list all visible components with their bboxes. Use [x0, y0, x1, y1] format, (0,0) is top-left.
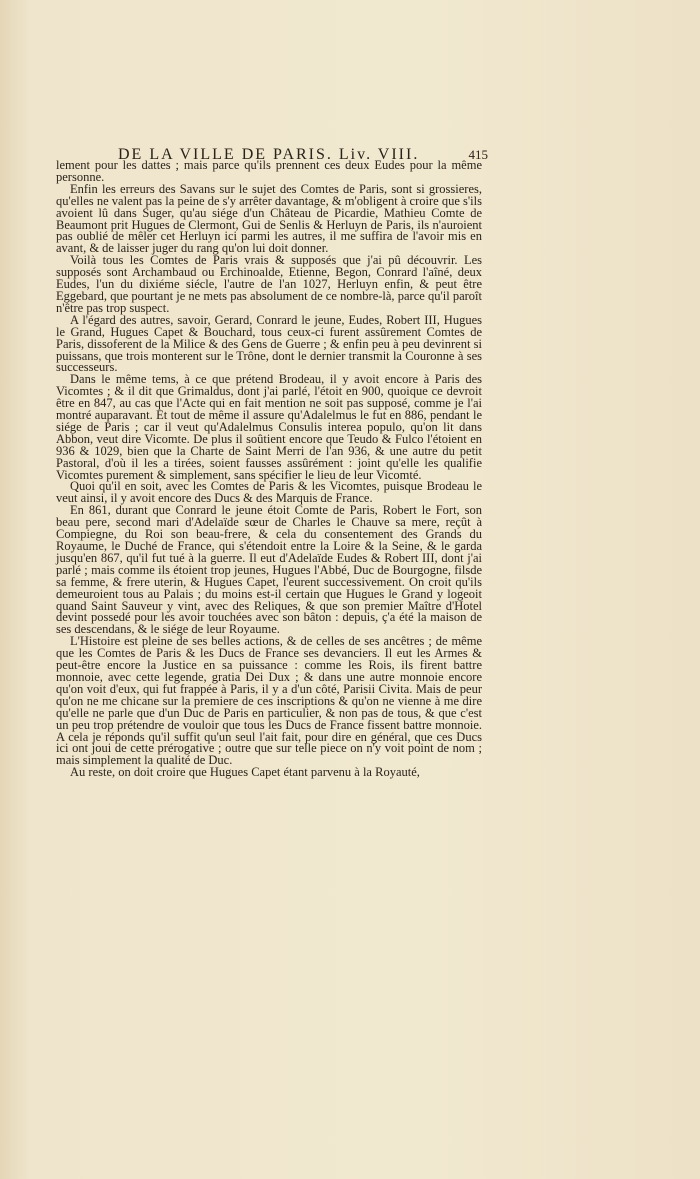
paragraph: Dans le même tems, à ce que prétend Brodeau, il y avoit encore à Paris des Vicomtes ; & il dit que Grimaldus, dont j'ai parlé, l'étoit en 900, quoique ce devroit être en 847, au cas que l'Acte qui en fait mention ne soit pas supposé, comme je l'ai montré auparavant. Et tout de même il assure qu'Adalelmus le fut en 886, pendant le siége de Paris ; car il veut qu'Adalelmus Consulis interea populo, qu'on lit dans Abbon, veut dire Vicomte. De plus il soûtient encore que Teudo & Fulco l'étoient en 936 & 1029, bien que la Charte de Saint Merri de l'an 936, & une autre du petit Pastoral, d'où il les a tirées, soient fausses assûrément : joint qu'elle les qualifie Vicomtes purement & simplement, sans spécifier le lieu de leur Vicomté. [56, 372, 482, 482]
paragraph: L'Histoire est pleine de ses belles actions, & de celles de ses ancêtres ; de même que les Comtes de Paris & les Ducs de France ses devanciers. Il eut les Armes & peut-être encore la Justice en sa puissance : comme les Rois, ils firent battre monnoie, avec cette legende, gratia Dei Dux ; & dans une autre monnoie encore qu'on voit d'eux, qui fut frappée à Paris, il y a d'un côté, Parisii Civita. Mais de peur qu'on ne me chicane sur la premiere de ces inscriptions & qu'on ne vienne à me dire qu'elle ne parle que d'un Duc de Paris en particulier, & non pas de tous, & que c'est un peu trop prétendre de vouloir que tous les Ducs de France fissent battre monnoie. A cela je réponds qu'il suffit qu'un seul l'ait fait, pour dire en général, que ces Ducs ici ont joui de cette prérogative ; outre que sur telle piece on n'y voit point de nom ; mais simplement la qualité de Duc. [56, 634, 482, 768]
paragraph: A l'égard des autres, savoir, Gerard, Conrard le jeune, Eudes, Robert III, Hugues le Grand, Hugues Capet & Bouchard, tous ceux-ci furent assûrement Comtes de Paris, dissoferent de la Milice & des Gens de Guerre ; & enfin peu à peu devinrent si puissans, que trois monterent sur le Trône, dont le dernier transmit la Couronne à ses successeurs. [56, 312, 482, 375]
paragraph: En 861, durant que Conrard le jeune étoit Comte de Paris, Robert le Fort, son beau pere, second mari d'Adelaïde sœur de Charles le Chauve sa mere, reçût à Compiegne, du Roi son beau-frere, & cela du consentement des Grands du Royaume, le Duché de France, qui s'étendoit entre la Loire & la Seine, & le garda jusqu'en 867, qu'il fut tué à la guerre. Il eut d'Adelaïde Eudes & Robert III, dont j'ai parlé ; mais comme ils étoient trop jeunes, Hugues l'Abbé, Duc de Bourgogne, filsde sa femme, & frere uterin, & Hugues Capet, l'eurent successivement. On croit qu'ils demeuroient tous au Palais ; du moins est-il certain que Hugues le Grand y logeoit quand Saint Sauveur y vint, avec des Reliques, & que son premier Maître d'Hotel devint possedé pour les avoir touchées avec son bâton : depuis, ç'a été la maison de ses descendans, & le siége de leur Royaume. [56, 503, 482, 637]
paragraph: Au reste, on doit croire que Hugues Capet étant parvenu à la Royauté, [70, 765, 420, 780]
paragraph: Quoi qu'il en soit, avec les Comtes de Paris & les Vicomtes, puisque Brodeau le veut ainsi, il y avoit encore des Ducs & des Marquis de France. [56, 479, 482, 506]
text-block [56, 160, 482, 779]
running-head: DE LA VILLE DE PARIS. Liv. VIII. [118, 146, 420, 163]
page-number: 415 [468, 147, 488, 162]
paragraph: lement pour les dattes ; mais parce qu'ils prennent ces deux Eudes pour la même personne. [56, 158, 482, 184]
paragraph: Enfin les erreurs des Savans sur le sujet des Comtes de Paris, sont si grossieres, qu'elles ne valent pas la peine de s'y arrêter davantage, & m'obligent à croire que s'ils avoient lû dans Suger, qu'au siége d'un Château de Picardie, Mathieu Comte de Beaumont prit Hugues de Clermont, Gui de Senlis & Herluyn de Paris, ils n'auroient pas oublié de mêler cet Herluyn ici parmi les autres, il me suffira de l'avoir mis en avant, & de laisser juger du rang qu'on lui doit donner. [56, 181, 482, 256]
paragraph: Voilà tous les Comtes de Paris vrais & supposés que j'ai pû découvrir. Les supposés sont Archambaud ou Erchinoalde, Etienne, Begon, Conrard l'aîné, deux Eudes, l'un du dixiéme siécle, l'autre de l'an 1027, Herluyn enfin, & peut être Eggebard, que pourtant je ne mets pas absolument de ce nombre-là, parce qu'il paroît n'être pas trop suspect. [56, 253, 482, 315]
